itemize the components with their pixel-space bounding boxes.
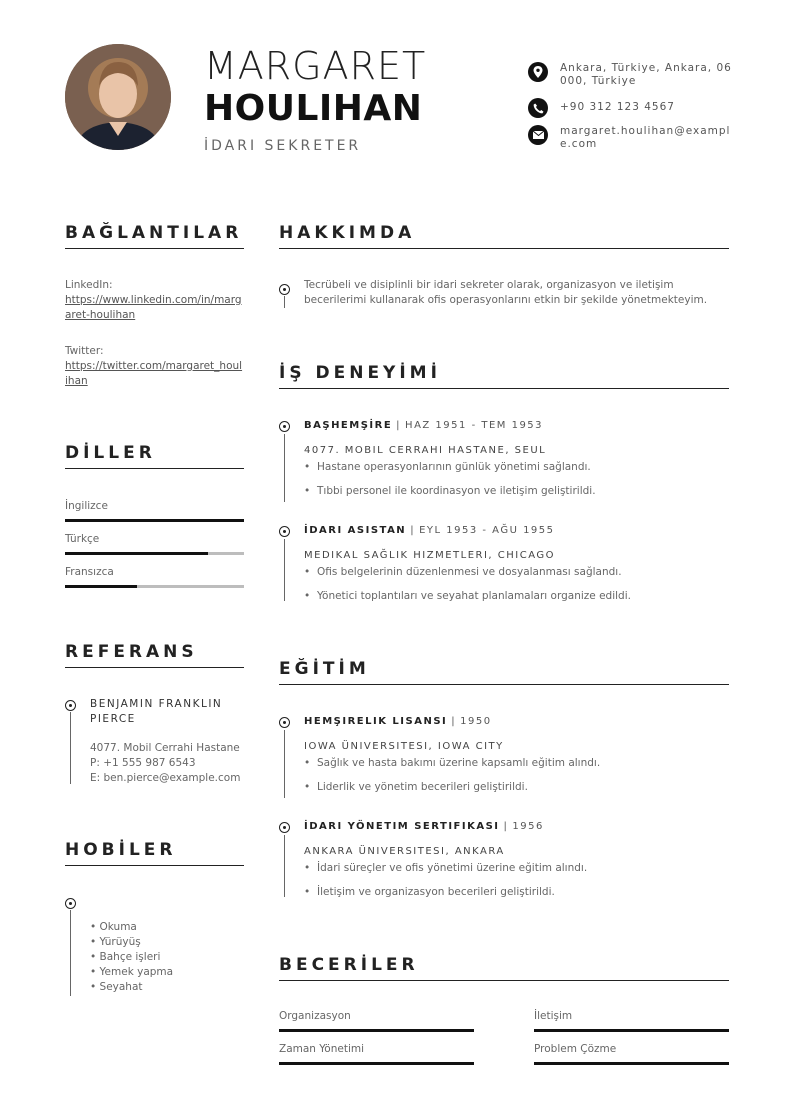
- education-bullet: [304, 781, 729, 793]
- mail-icon: [528, 125, 548, 145]
- education-bullet: [304, 862, 729, 874]
- separator: |: [396, 420, 402, 431]
- twitter-link[interactable]: https://twitter.com/margaret_houlihan: [65, 360, 243, 387]
- language-label: Fransızca: [65, 566, 114, 578]
- skill-bar: [279, 1062, 474, 1065]
- bullet-dot: •: [304, 566, 311, 578]
- experience-bullet: [304, 590, 729, 602]
- bullet-dot: •: [304, 757, 311, 769]
- education-header: [304, 716, 729, 727]
- hobbies-heading: HOBİLER: [65, 840, 177, 860]
- experience-timeline: [284, 434, 285, 502]
- connections-rule: [65, 248, 244, 249]
- language-bar-fill: [65, 552, 208, 555]
- connections-heading: BAĞLANTILAR: [65, 223, 243, 243]
- references-heading: REFERANS: [65, 642, 198, 662]
- experience-rule: [279, 388, 729, 389]
- experience-timeline: [284, 539, 285, 601]
- skills-rule: [279, 980, 729, 981]
- experience-marker: [279, 526, 290, 537]
- skill-bar: [534, 1062, 729, 1065]
- experience-org: 4077. MOBIL CERRAHI HASTANE, SEUL: [304, 445, 547, 456]
- experience-org: MEDIKAL SAĞLIK HIZMETLERI, CHICAGO: [304, 550, 556, 561]
- linkedin-link[interactable]: https://www.linkedin.com/in/margaret-houlihan: [65, 294, 242, 321]
- separator: |: [410, 525, 416, 536]
- bullet-text: İletişim ve organizasyon becerileri geliştirildi.: [317, 886, 555, 898]
- bullet-text: Ofis belgelerinin düzenlenmesi ve dosyalanması sağlandı.: [317, 566, 622, 578]
- phone-icon: [528, 98, 548, 118]
- bullet-text: Sağlık ve hasta bakımı üzerine kapsamlı eğitim alındı.: [317, 757, 601, 769]
- about-heading: HAKKIMDA: [279, 223, 416, 243]
- bullet-text: Hastane operasyonlarının günlük yönetimi sağlandı.: [317, 461, 591, 473]
- education-date: 1950: [460, 716, 492, 727]
- hobby-item: • Bahçe işleri: [90, 951, 161, 963]
- bullet-dot: •: [304, 461, 311, 473]
- about-timeline: [284, 296, 285, 308]
- bullet-text: Liderlik ve yönetim becerileri geliştirildi.: [317, 781, 528, 793]
- reference-phone: P: +1 555 987 6543: [90, 757, 196, 769]
- experience-title: İDARI ASISTAN: [304, 525, 407, 536]
- phone-text: +90 312 123 4567: [560, 101, 675, 113]
- education-header: [304, 821, 729, 832]
- education-timeline: [284, 835, 285, 897]
- hobby-item: • Yürüyüş: [90, 936, 141, 948]
- reference-timeline: [70, 712, 71, 784]
- bullet-text: İdari süreçler ve ofis yönetimi üzerine eğitim alındı.: [317, 862, 588, 874]
- education-marker: [279, 822, 290, 833]
- hobby-item: • Okuma: [90, 921, 137, 933]
- experience-title: BAŞHEMŞİRE: [304, 420, 393, 431]
- language-label: Türkçe: [65, 533, 100, 545]
- education-heading: EĞİTİM: [279, 659, 370, 679]
- language-bar-fill: [65, 585, 137, 588]
- skill-bar: [279, 1029, 474, 1032]
- about-rule: [279, 248, 729, 249]
- bullet-dot: •: [304, 781, 311, 793]
- hobbies-list: [90, 920, 240, 995]
- skill-label: Organizasyon: [279, 1010, 351, 1022]
- bullet-dot: •: [304, 886, 311, 898]
- address-text: Ankara, Türkiye, Ankara, 06000, Türkiye: [560, 62, 732, 87]
- education-bullet: [304, 886, 729, 898]
- hobbies-marker: [65, 898, 76, 909]
- education-date: 1956: [512, 821, 544, 832]
- first-name: MARGARET: [204, 44, 427, 88]
- contact-email: [528, 125, 738, 151]
- about-marker: [279, 284, 290, 295]
- experience-date: EYL 1953 - AĞU 1955: [419, 525, 555, 536]
- education-marker: [279, 717, 290, 728]
- reference-name: BENJAMIN FRANKLIN PIERCE: [90, 698, 223, 725]
- language-bar-track: [65, 552, 244, 555]
- skill-label: Problem Çözme: [534, 1043, 617, 1055]
- bullet-dot: •: [304, 862, 311, 874]
- education-rule: [279, 684, 729, 685]
- language-bar-track: [65, 519, 244, 522]
- about-text: Tecrübeli ve disiplinli bir idari sekreter olarak, organizasyon ve iletişim becerilerimi kullanarak ofis operasyonlarını etkin bir şekilde yönetmekteyim.: [304, 279, 708, 306]
- experience-heading: İŞ DENEYİMİ: [279, 363, 441, 383]
- education-timeline: [284, 730, 285, 798]
- separator: |: [451, 716, 457, 727]
- twitter-label: Twitter:: [65, 345, 104, 357]
- hobbies-rule: [65, 865, 244, 866]
- skill-label: İletişim: [534, 1010, 573, 1022]
- hobby-item: • Seyahat: [90, 981, 143, 993]
- experience-header: [304, 525, 729, 536]
- education-title: İDARI YÖNETIM SERTIFIKASI: [304, 821, 500, 832]
- languages-rule: [65, 468, 244, 469]
- contact-phone: [528, 98, 738, 118]
- language-bar-track: [65, 585, 244, 588]
- separator: |: [503, 821, 509, 832]
- experience-marker: [279, 421, 290, 432]
- education-org: IOWA ÜNIVERSITESI, IOWA CITY: [304, 741, 504, 752]
- reference-org: 4077. Mobil Cerrahi Hastane: [90, 742, 240, 754]
- language-bar-fill: [65, 519, 244, 522]
- skill-label: Zaman Yönetimi: [279, 1043, 365, 1055]
- location-icon: [528, 62, 548, 82]
- experience-date: HAZ 1951 - TEM 1953: [405, 420, 544, 431]
- bullet-dot: •: [304, 485, 311, 497]
- job-title: İDARI SEKRETER: [204, 138, 362, 154]
- bullet-text: Tıbbi personel ile koordinasyon ve iletişim geliştirildi.: [317, 485, 596, 497]
- hobby-item: • Yemek yapma: [90, 966, 174, 978]
- languages-heading: DİLLER: [65, 443, 156, 463]
- references-rule: [65, 667, 244, 668]
- bullet-dot: •: [304, 590, 311, 602]
- experience-bullet: [304, 485, 729, 497]
- email-text[interactable]: margaret.houlihan@example.com: [560, 125, 731, 150]
- experience-bullet: [304, 566, 729, 578]
- skills-heading: BECERİLER: [279, 955, 419, 975]
- linkedin-label: LinkedIn:: [65, 279, 113, 291]
- experience-header: [304, 420, 729, 431]
- education-title: HEMŞIRELIK LISANSI: [304, 716, 448, 727]
- experience-bullet: [304, 461, 729, 473]
- reference-marker: [65, 700, 76, 711]
- last-name: HOULIHAN: [204, 88, 423, 129]
- profile-photo: [65, 44, 171, 150]
- education-org: ANKARA ÜNIVERSITESI, ANKARA: [304, 846, 505, 857]
- bullet-text: Yönetici toplantıları ve seyahat planlamaları organize edildi.: [317, 590, 631, 602]
- skill-bar: [534, 1029, 729, 1032]
- language-label: İngilizce: [65, 500, 108, 512]
- education-bullet: [304, 757, 729, 769]
- contact-address: [528, 62, 738, 88]
- hobbies-timeline: [70, 910, 71, 996]
- reference-email[interactable]: E: ben.pierce@example.com: [90, 772, 241, 784]
